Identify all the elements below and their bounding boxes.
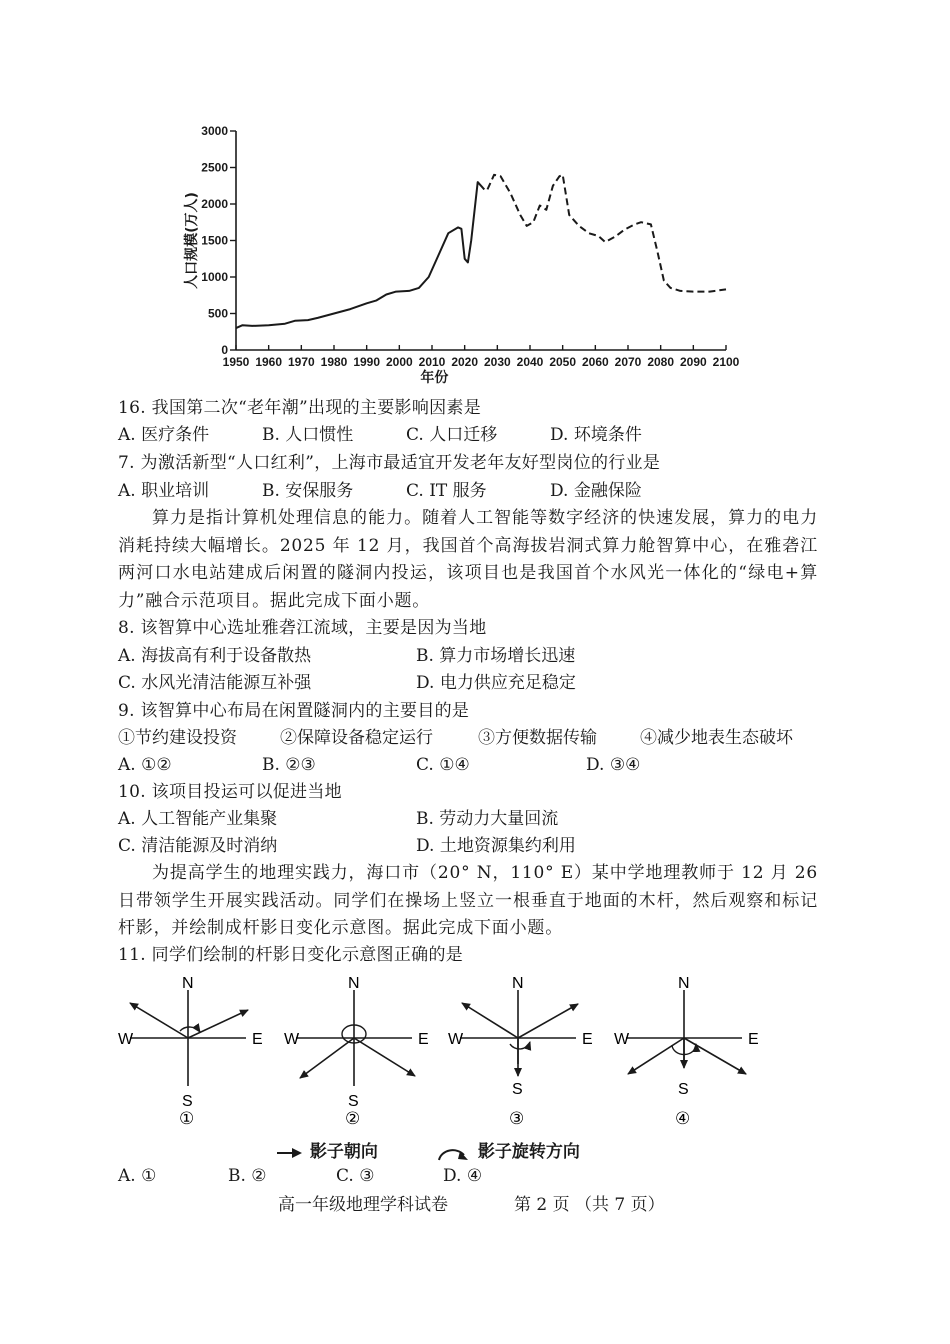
footer-title: 高一年级地理学科试卷 xyxy=(278,1195,448,1215)
x-tick-label: 1980 xyxy=(320,355,348,369)
q9-statement-2: ②保障设备稳定运行 xyxy=(280,728,433,748)
x-tick-label: 1950 xyxy=(222,355,250,369)
y-tick-label: 3000 xyxy=(201,124,228,138)
q8-option-a: A. 海拔高有利于设备散热 xyxy=(118,646,312,666)
d2-e-label: E xyxy=(418,1031,429,1048)
q8-option-b: B. 算力市场增长迅速 xyxy=(416,646,576,666)
x-tick-label: 1990 xyxy=(353,355,381,369)
x-axis-label: 年份 xyxy=(420,370,449,386)
x-tick-label: 1970 xyxy=(287,355,315,369)
q7-option-d: D. 金融保险 xyxy=(550,481,642,501)
d4-e-label: E xyxy=(748,1031,759,1048)
x-tick-label: 2030 xyxy=(483,355,511,369)
passage-computing-text: 算力是指计算机处理信息的能力。随着人工智能等数字经济的快速发展，算力的电力消耗持续大幅增长。2025 年 12 月，我国首个高海拔岩洞式算力舱智算中心，在雅砻江两河口水电站建成后闲置的隧洞内投运，该项目也是我国首个水风光一体化的“绿电+算力”融合示范项目。据此完成下面小题。 xyxy=(118,508,818,611)
d1-number: ① xyxy=(179,1109,195,1128)
q9-option-d: D. ③④ xyxy=(586,755,641,775)
d2-s-label: S xyxy=(348,1093,359,1110)
q7-option-b: B. 安保服务 xyxy=(262,481,354,501)
q6-stem: 16. 我国第二次“老年潮”出现的主要影响因素是 xyxy=(118,398,482,418)
q11-option-d: D. ④ xyxy=(443,1166,483,1186)
shadow-diagrams xyxy=(110,968,790,1128)
q8-option-c: C. 水风光清洁能源互补强 xyxy=(118,673,312,693)
d1-w-label: W xyxy=(118,1031,134,1048)
legend-rotation-direction xyxy=(436,1137,580,1163)
passage-computing xyxy=(118,505,818,615)
y-tick-label: 1500 xyxy=(201,233,228,248)
population-series-dashed xyxy=(488,175,727,292)
q11-option-c: C. ③ xyxy=(336,1166,375,1186)
passage-haikou xyxy=(118,860,818,943)
x-tick-label: 2090 xyxy=(679,355,707,369)
d2-number: ② xyxy=(345,1109,361,1128)
x-tick-label: 2080 xyxy=(647,355,675,369)
y-tick-label: 2000 xyxy=(201,197,228,211)
diagram-2 xyxy=(284,975,429,1128)
q6-option-a: A. 医疗条件 xyxy=(118,425,210,445)
chart-svg xyxy=(178,118,758,393)
q10-option-a: A. 人工智能产业集聚 xyxy=(118,809,278,829)
y-tick-label: 0 xyxy=(221,343,228,357)
q9-statement-1: ①节约建设投资 xyxy=(118,728,237,748)
legend-shadow-direction xyxy=(276,1137,378,1162)
d4-number: ④ xyxy=(675,1109,691,1128)
q10-stem: 10. 该项目投运可以促进当地 xyxy=(118,782,342,802)
x-tick-label: 2000 xyxy=(385,355,413,369)
q7-stem: 7. 为激活新型“人口红利”，上海市最适宜开发老年友好型岗位的行业是 xyxy=(118,453,661,473)
q11-stem: 11. 同学们绘制的杆影日变化示意图正确的是 xyxy=(118,945,464,965)
legend-rotation-direction-label: 影子旋转方向 xyxy=(477,1142,580,1162)
q8-option-d: D. 电力供应充足稳定 xyxy=(416,673,576,693)
q7-option-a: A. 职业培训 xyxy=(118,481,210,501)
diagram-4 xyxy=(614,975,759,1128)
d4-s-label: S xyxy=(678,1081,689,1098)
population-chart xyxy=(178,118,758,393)
q10-option-c: C. 清洁能源及时消纳 xyxy=(118,836,278,856)
d4-w-label: W xyxy=(614,1031,630,1048)
d2-n-label: N xyxy=(348,975,360,992)
shadow-diagrams-svg xyxy=(110,968,790,1128)
q9-statement-3: ③方便数据传输 xyxy=(478,728,597,748)
y-axis-label: 人口规模(万人) xyxy=(184,192,200,289)
y-tick-label: 1000 xyxy=(201,270,228,284)
d3-e-label: E xyxy=(582,1031,593,1048)
q10-option-b: B. 劳动力大量回流 xyxy=(416,809,559,829)
d1-e-label: E xyxy=(252,1031,263,1048)
footer-page: 第 2 页 （共 7 页） xyxy=(514,1195,665,1215)
q9-option-a: A. ①② xyxy=(118,755,172,775)
curved-arrow-icon xyxy=(436,1143,472,1163)
q9-option-b: B. ②③ xyxy=(262,755,316,775)
q11-option-a: A. ① xyxy=(118,1166,157,1186)
q9-option-c: C. ①④ xyxy=(416,755,470,775)
population-series-solid xyxy=(236,182,484,328)
d1-s-label: S xyxy=(182,1093,193,1110)
x-tick-label: 2070 xyxy=(614,355,642,369)
passage-haikou-text: 为提高学生的地理实践力，海口市（20° N，110° E）某中学地理教师于 12 月 26 日带领学生开展实践活动。同学们在操场上竖立一根垂直于地面的木杆，然后观察和标记杆影，并绘制成杆影日变化示意图。据此完成下面小题。 xyxy=(118,863,818,939)
x-tick-label: 2050 xyxy=(549,355,577,369)
d3-n-label: N xyxy=(512,975,524,992)
d3-s-label: S xyxy=(512,1081,523,1098)
q7-option-c: C. IT 服务 xyxy=(406,481,487,501)
x-tick-label: 2060 xyxy=(581,355,609,369)
x-tick-label: 2020 xyxy=(451,355,479,369)
arrow-icon xyxy=(276,1146,304,1160)
q6-option-b: B. 人口惯性 xyxy=(262,425,354,445)
q6-option-d: D. 环境条件 xyxy=(550,425,642,445)
d3-number: ③ xyxy=(509,1109,525,1128)
x-tick-label: 2010 xyxy=(418,355,446,369)
y-tick-label: 2500 xyxy=(201,160,228,175)
d4-n-label: N xyxy=(678,975,690,992)
x-tick-label: 2100 xyxy=(712,355,740,369)
q6-option-c: C. 人口迁移 xyxy=(406,425,498,445)
q8-stem: 8. 该智算中心选址雅砻江流域，主要是因为当地 xyxy=(118,618,487,638)
d3-w-label: W xyxy=(448,1031,464,1048)
diagram-3 xyxy=(448,975,593,1128)
q9-stem: 9. 该智算中心布局在闲置隧洞内的主要目的是 xyxy=(118,701,470,721)
d1-n-label: N xyxy=(182,975,194,992)
q10-option-d: D. 土地资源集约利用 xyxy=(416,836,576,856)
q9-statement-4: ④减少地表生态破坏 xyxy=(640,728,793,748)
diagram-1 xyxy=(118,975,263,1128)
d2-w-label: W xyxy=(284,1031,300,1048)
legend-shadow-direction-label: 影子朝向 xyxy=(309,1142,378,1162)
y-tick-label: 500 xyxy=(207,306,228,321)
q11-option-b: B. ② xyxy=(228,1166,267,1186)
x-tick-label: 2040 xyxy=(516,355,544,369)
x-tick-label: 1960 xyxy=(255,355,283,369)
